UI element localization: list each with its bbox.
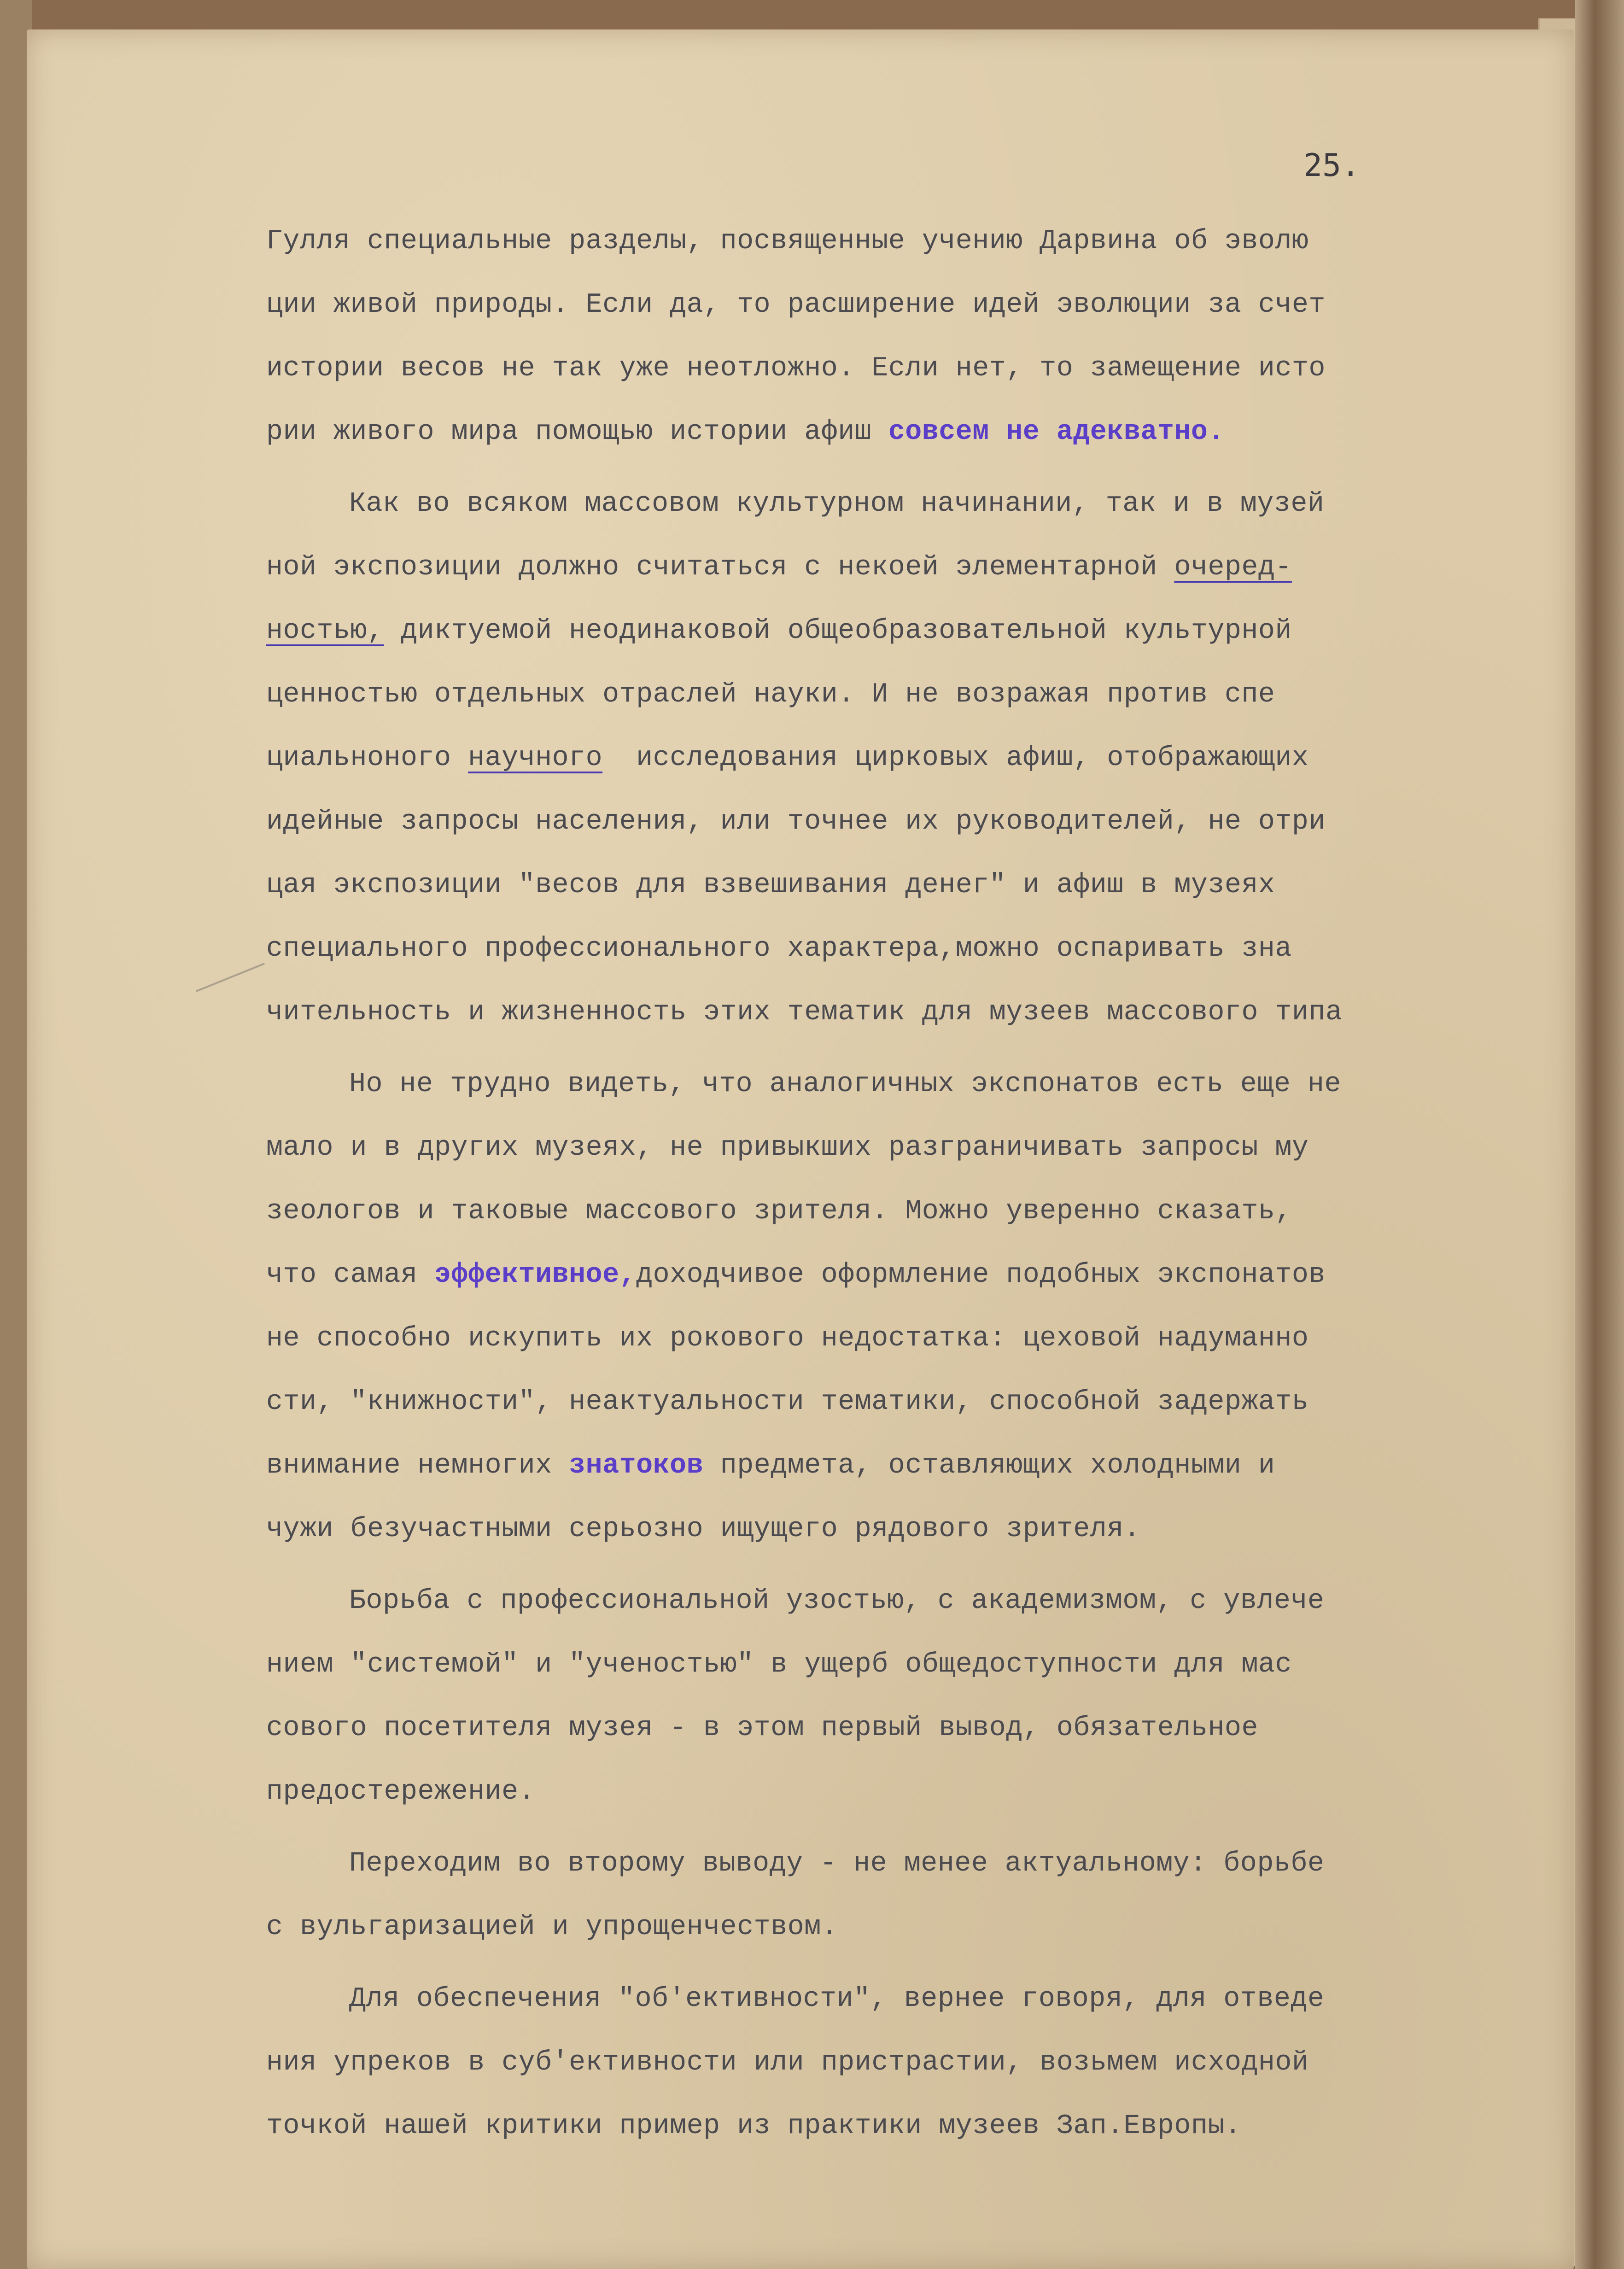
text-segment: внимание немногих bbox=[266, 1450, 552, 1481]
text-line: зеологов и таковые массового зрителя. Можно уверенно сказать, bbox=[266, 1196, 1292, 1227]
text-line: сти, "книжности", неактуальности тематики, способной задержать bbox=[266, 1386, 1309, 1418]
text-line: ции живой природы. Если да, то расширение идей эволюции за счет bbox=[266, 289, 1326, 321]
ink-correction: эффективное, bbox=[434, 1259, 637, 1291]
text-line: Для обеспечения "об'ективности", вернее говоря, для отведе bbox=[349, 1983, 1325, 2015]
background-right-edge bbox=[1575, 0, 1624, 2269]
text-line: специального профессионального характера,можно оспаривать зна bbox=[266, 933, 1292, 965]
text-line: точкой нашей критики пример из практики музеев Зап.Европы. bbox=[266, 2111, 1242, 2142]
underlined-word: научного bbox=[468, 743, 603, 774]
ink-correction: совсем не адекватно. bbox=[888, 416, 1225, 448]
text-line: истории весов не так уже неотложно. Если нет, то замещение исто bbox=[266, 353, 1326, 384]
text-line: нием "системой" и "ученостью" в ущерб общедоступности для мас bbox=[266, 1649, 1292, 1680]
text-line: идейные запросы населения, или точнее их руководителей, не отри bbox=[266, 806, 1326, 837]
text-line bbox=[266, 536, 1565, 599]
text-line: не способно искупить их рокового недостатка: цеховой надуманно bbox=[266, 1323, 1309, 1354]
text-segment: доходчивое оформление подобных экспонатов bbox=[636, 1259, 1326, 1291]
text-segment: рии живого мира помощью истории афиш bbox=[266, 416, 872, 448]
text-line: с вульгаризацией и упрощенчеством. bbox=[266, 1912, 838, 1943]
text-line: цая экспозиции "весов для взвешивания денег" и афиш в музеях bbox=[266, 870, 1275, 901]
text-line bbox=[266, 599, 1565, 663]
page-text bbox=[266, 210, 1565, 2158]
underlined-word: ностью, bbox=[266, 615, 384, 647]
text-line: ния упреков в суб'ективности или пристрастии, возьмем исходной bbox=[266, 2047, 1309, 2078]
text-segment: циальноного bbox=[266, 743, 451, 774]
text-segment: исследования цирковых афиш, отображающих bbox=[636, 743, 1309, 774]
text-line: чительность и жизненность этих тематик для музеев массового типа bbox=[266, 997, 1343, 1028]
page-number: 25. bbox=[1303, 147, 1360, 184]
text-segment: ной экспозиции должно считаться с некоей элементарной bbox=[266, 552, 1157, 583]
ink-correction: знатоков bbox=[569, 1450, 704, 1481]
text-line: Как во всяком массовом культурном начинании, так и в музей bbox=[349, 488, 1325, 520]
text-line: Гулля специальные разделы, посвященные учению Дарвина об эволю bbox=[266, 226, 1309, 257]
text-line: Борьба с профессиональной узостью, с академизмом, с увлече bbox=[349, 1585, 1325, 1617]
text-line bbox=[266, 1434, 1565, 1497]
text-segment: диктуемой неодинаковой общеобразовательной культурной bbox=[401, 615, 1292, 647]
text-segment: предмета, оставляющих холодными и bbox=[720, 1450, 1275, 1481]
text-line: сового посетителя музея - в этом первый вывод, обязательное bbox=[266, 1713, 1258, 1744]
text-line: ценностью отдельных отраслей науки. И не возражая против спе bbox=[266, 679, 1275, 710]
text-line: чужи безучастными серьозно ищущего рядового зрителя. bbox=[266, 1514, 1141, 1545]
text-line bbox=[266, 1243, 1565, 1307]
text-segment: что самая bbox=[266, 1259, 418, 1291]
text-line: Но не трудно видеть, что аналогичных экспонатов есть еще не bbox=[349, 1069, 1341, 1100]
text-line: мало и в других музеях, не привыкших разграничивать запросы му bbox=[266, 1132, 1309, 1164]
text-line bbox=[266, 726, 1565, 790]
underlined-word: очеред- bbox=[1174, 552, 1292, 583]
text-line: Переходим во второму выводу - не менее актуальному: борьбе bbox=[349, 1848, 1325, 1879]
text-line: предостережение. bbox=[266, 1776, 536, 1807]
text-line bbox=[266, 400, 1565, 464]
